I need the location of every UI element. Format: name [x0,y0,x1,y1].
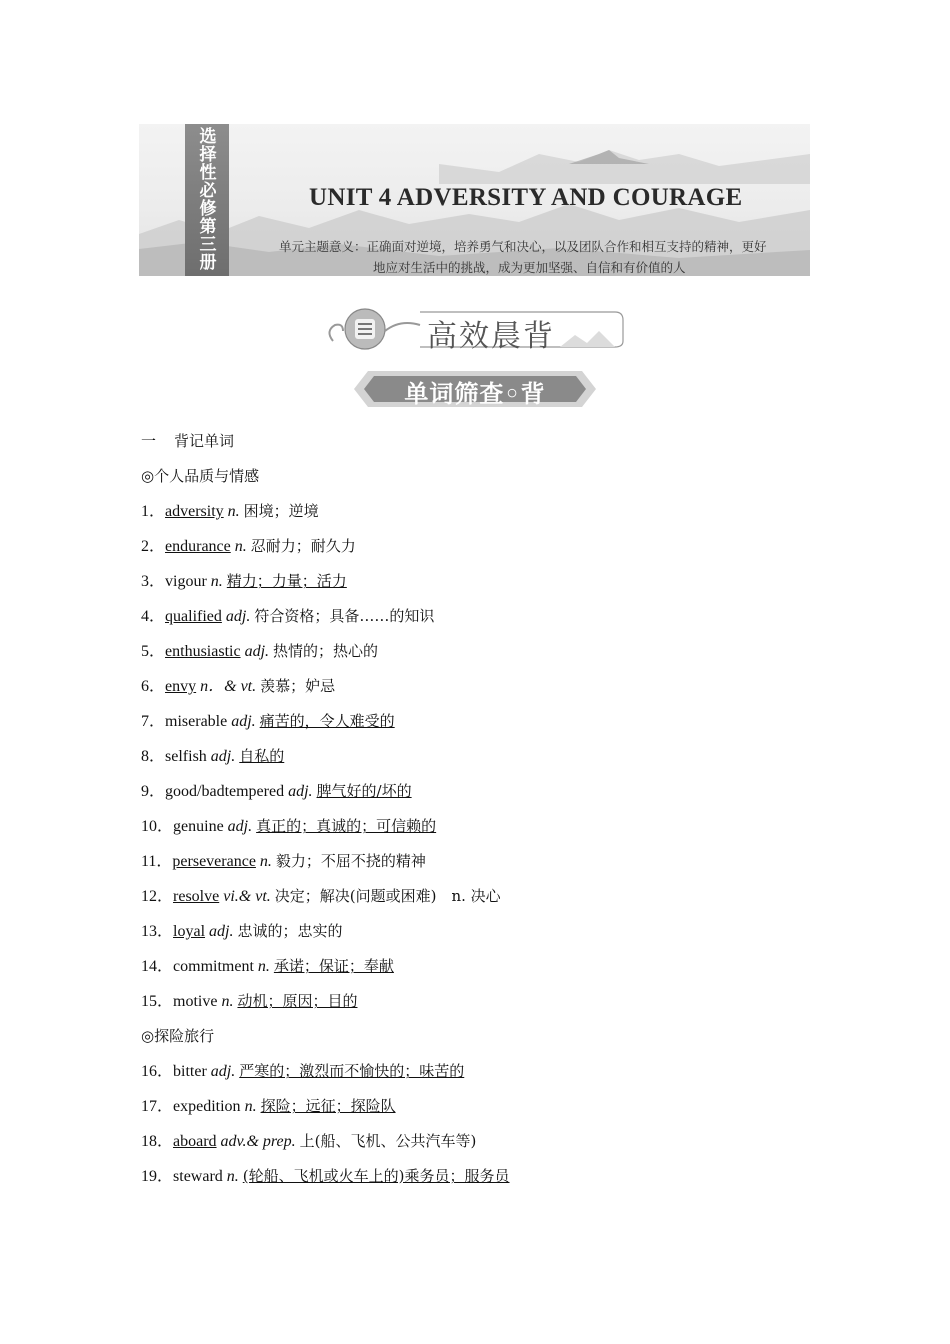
vocab-item [141,531,821,566]
vocab-word: motive [173,993,218,1010]
vocab-part-of-speech: adv.& prep. [220,1133,296,1150]
vocab-part-of-speech: adj. [210,1063,236,1080]
vocab-number: 12． [141,888,174,905]
section-title: 背记单词 [174,432,235,450]
vocab-meaning: 符合资格；具备……的知识 [254,607,435,625]
vocab-part-of-speech: adj. [244,643,270,660]
heading-main-badge [325,305,625,355]
vocab-item [141,496,821,531]
vocab-meaning: 羡慕；妒忌 [260,677,336,695]
vocab-number: 13． [141,923,174,940]
vocab-part-of-speech: n. [244,1098,257,1115]
vocab-word: selfish [165,748,207,765]
vocab-word: qualified [165,608,222,625]
vocab-part-of-speech: adj. [209,923,234,940]
unit-description-line1: 单元主题意义：正确面对逆境，培养勇气和决心，以及团队合作和相互支持的精神，更好 [279,239,767,254]
vocab-meaning: 精力；力量；活力 [226,572,347,590]
vocab-meaning: 承诺；保证；奉献 [273,957,394,975]
vocab-meaning: 困境；逆境 [243,502,319,520]
vocab-item [141,951,821,986]
vocab-word: aboard [173,1133,217,1150]
vocab-number: 8． [141,748,166,765]
vocab-word: good/badtempered [165,783,285,800]
vocab-item [141,846,821,881]
vocab-word: commitment [173,958,254,975]
vocab-number: 7． [141,713,166,730]
vocab-word: perseverance [172,853,256,870]
vocab-word: genuine [173,818,224,835]
unit-title: UNIT 4 ADVERSITY AND COURAGE [309,184,743,211]
vocab-part-of-speech: n. [227,503,240,520]
vocab-word: vigour [165,573,207,590]
vocab-item [141,706,821,741]
vocab-part-of-speech: n. [257,958,270,975]
vocab-word: steward [173,1168,223,1185]
vocab-part-of-speech: adj. [231,713,256,730]
vocab-meaning: 严寒的；激烈而不愉快的；味苦的 [239,1062,465,1080]
vocab-number: 3． [141,573,166,590]
vocab-item [141,776,821,811]
vocab-meaning: 真正的；真诚的；可信赖的 [256,817,437,835]
category-heading: ◎个人品质与情感 [141,467,260,485]
vocab-word: endurance [165,538,231,555]
vocab-meaning: 上(船、飞机、公共汽车等) [299,1132,477,1150]
vocab-meaning: 痛苦的，令人难受的 [259,712,395,730]
vocab-item [141,671,821,706]
section-number: 一 [141,432,157,450]
vocab-item [141,741,821,776]
vocab-item [141,811,821,846]
vocab-number: 5． [141,643,166,660]
vocab-item [141,636,821,671]
vocab-meaning: (轮船、飞机或火车上的)乘务员；服务员 [242,1167,510,1185]
unit-description [279,236,807,276]
vocab-part-of-speech: adj. [288,783,313,800]
heading-main: 高效晨背 [427,319,555,354]
vocab-meaning: 自私的 [239,747,285,765]
vocab-word: expedition [173,1098,241,1115]
category-heading: ◎探险旅行 [141,1027,215,1045]
vocab-part-of-speech: n．& vt. [200,678,257,695]
vocab-number: 2． [141,538,166,555]
vocab-part-of-speech: adj. [210,748,236,765]
vocab-number: 19． [141,1168,174,1185]
vocab-word: adversity [165,503,224,520]
volume-label: 选择性必修第三册 [199,127,217,273]
vocab-word: resolve [173,888,220,905]
vocab-meaning: 忠诚的；忠实的 [237,922,343,940]
unit-banner [139,124,810,276]
vocab-meaning: 决定；解决(问题或困难) n. 决心 [274,887,501,905]
vocab-number: 11． [141,853,173,870]
heading-sub: 单词筛查◦背 [404,380,546,408]
vocab-word: enthusiastic [165,643,241,660]
vocab-part-of-speech: n. [221,993,234,1010]
vocab-meaning: 脾气好的/坏的 [316,782,412,800]
vocab-word: envy [165,678,197,695]
vocab-item [141,986,821,1021]
vocab-word: loyal [173,923,206,940]
vocab-meaning: 动机；原因；目的 [237,992,358,1010]
heading-sub-badge [354,367,596,411]
vocab-number: 16． [141,1063,174,1080]
unit-description-line2: 地应对生活中的挑战，成为更加坚强、自信和有价值的人 [373,260,686,275]
vocab-number: 1． [141,503,166,520]
vocab-number: 9． [141,783,166,800]
vocab-item [141,881,821,916]
word-list-content [141,426,821,1196]
vocab-meaning: 探险；远征；探险队 [260,1097,396,1115]
section-heading [141,426,821,461]
vocab-part-of-speech: n. [210,573,223,590]
vocab-number: 17． [141,1098,174,1115]
vocab-number: 10． [141,818,174,835]
vocab-part-of-speech: n. [234,538,247,555]
vocab-item [141,1091,821,1126]
vocab-word: miserable [165,713,228,730]
vocab-number: 18． [141,1133,174,1150]
vocab-part-of-speech: adj. [225,608,251,625]
vocab-item [141,1056,821,1091]
vocab-item [141,1161,821,1196]
vocab-part-of-speech: vi.& vt. [223,888,271,905]
vocab-number: 15． [141,993,174,1010]
vocab-word: bitter [173,1063,207,1080]
vocab-item [141,916,821,951]
vocab-part-of-speech: n. [259,853,272,870]
vocab-item [141,566,821,601]
vocab-meaning: 热情的；热心的 [273,642,379,660]
vocab-number: 4． [141,608,166,625]
vocab-meaning: 毅力；不屈不挠的精神 [275,852,426,870]
vocab-meaning: 忍耐力；耐久力 [250,537,356,555]
vocab-item [141,601,821,636]
vocab-part-of-speech: adj. [227,818,253,835]
vocab-number: 14． [141,958,174,975]
vocab-number: 6． [141,678,166,695]
vocab-item [141,1126,821,1161]
vocab-part-of-speech: n. [226,1168,239,1185]
